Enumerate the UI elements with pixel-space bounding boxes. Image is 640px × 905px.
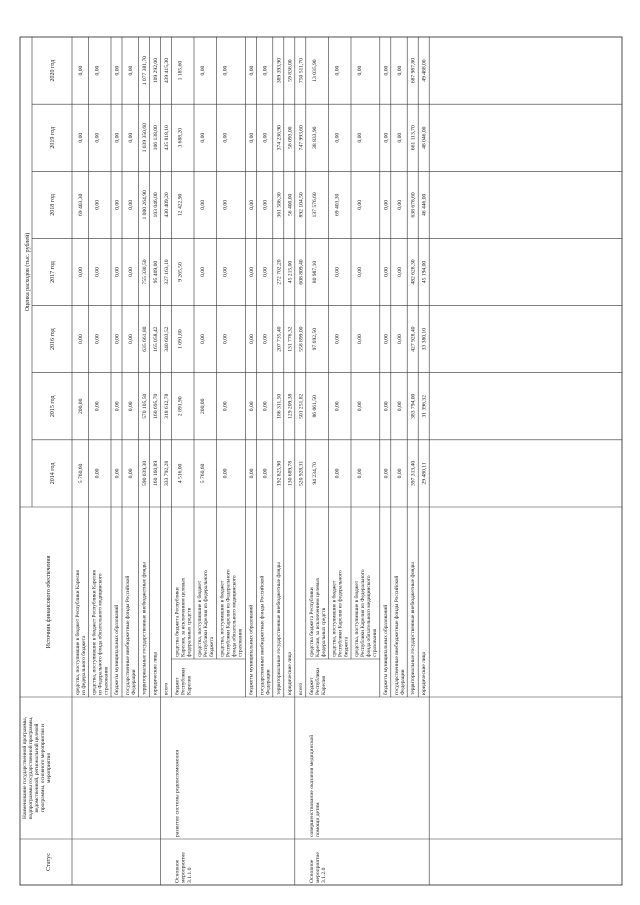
value-cell: 0,00	[262, 468, 269, 479]
value-cell: 0,00	[357, 334, 363, 345]
value-cell: 0,00	[334, 468, 341, 479]
value-cell: 0,00	[114, 267, 121, 277]
value-cell: 0,00	[128, 199, 134, 210]
value-cell: 131 776,32	[287, 326, 294, 352]
source-label: средства бюджета РеспубликиКарелия, за исключением целевыхфедеральных средств	[174, 577, 193, 657]
value-cell: 2 891,90	[177, 396, 184, 417]
value-cell: 0,00	[396, 401, 403, 412]
value-cell: 1 000 264,90	[141, 190, 148, 220]
value-cell: 0,00	[396, 267, 403, 277]
source-label: государственные внебюджетные фонды РоссийскойФедерации	[393, 575, 406, 695]
value-cell: 165 058,42	[152, 326, 159, 352]
measure-name: совершенствование оказания медицинскойпомощи детям	[308, 734, 321, 837]
value-cell: 0,00	[114, 401, 121, 412]
value-cell: 0,00	[78, 267, 84, 277]
value-cell: 430 409,20	[163, 192, 170, 218]
value-cell: 0,00	[334, 132, 341, 143]
value-cell: 1 091,80	[177, 329, 184, 349]
source-label: территориальные государственные внебюджетные фонды	[141, 562, 148, 695]
value-cell: 200,00	[78, 398, 84, 414]
value-cell: 0,00	[383, 199, 390, 210]
value-cell: 0,00	[383, 267, 390, 277]
value-cell: 0,00	[114, 132, 121, 143]
value-cell: 0,00	[396, 132, 403, 143]
value-cell: 608 809,40	[298, 259, 305, 285]
value-cell: 755 330,50	[141, 259, 148, 285]
value-cell: 0,00	[334, 267, 341, 277]
value-cell: 0,00	[200, 334, 206, 345]
value-cell: 0,00	[383, 468, 390, 479]
table-border	[20, 37, 622, 885]
value-cell: 0,00	[262, 334, 269, 345]
value-cell: 95 409,00	[152, 260, 159, 284]
value-cell: 33 380,10	[421, 327, 428, 351]
value-cell: 94 234,70	[311, 462, 318, 485]
value-cell: 0,00	[262, 267, 269, 277]
value-cell: 106 138,00	[152, 125, 159, 151]
header-year: 2020 год	[50, 59, 56, 82]
value-cell: 160 695,70	[152, 393, 159, 419]
value-cell: 0,00	[248, 199, 255, 210]
value-cell: 558 899,00	[298, 326, 305, 352]
value-cell: 0,00	[200, 199, 206, 210]
value-cell: 4 516,00	[177, 463, 184, 484]
value-cell: 5 760,60	[200, 463, 206, 484]
value-cell: 327 163,10	[163, 259, 170, 285]
value-cell: 0,00	[78, 65, 84, 76]
source-label: средства, поступившие в бюджетРеспублики Карелия из федеральногобюджета	[331, 570, 350, 657]
value-cell: 0,00	[334, 334, 341, 345]
value-cell: 109 292,00	[152, 57, 159, 84]
value-cell: 439 415,30	[163, 57, 170, 84]
value-cell: 383 794,00	[410, 393, 417, 419]
value-cell: 0,00	[357, 132, 363, 143]
value-cell: 590 039,30	[141, 460, 148, 487]
value-cell: 186 311,50	[276, 393, 283, 419]
value-cell: 0,00	[222, 334, 229, 345]
value-cell: 0,00	[114, 334, 121, 345]
value-cell: 5 760,60	[78, 463, 84, 484]
source-label: средства, поступившие в бюджет Республики Карелияиз Федерального фонда обязательного медицинскогострахования	[91, 570, 110, 695]
value-cell: 482 628,30	[410, 259, 417, 285]
value-cell: 0,00	[396, 334, 403, 345]
value-cell: 397 313,40	[410, 460, 417, 487]
value-cell: 1 039 350,60	[141, 123, 148, 153]
source-label: средства, поступившие в бюджетРеспублики Карелия из Федеральногофонда обязательного медицинскогострахования	[219, 569, 244, 657]
value-cell: 45 215,00	[287, 260, 294, 284]
value-cell: 0,00	[114, 468, 121, 479]
value-cell: 1 185,60	[177, 60, 184, 81]
header-source: Источник финансового обеспечения	[46, 555, 52, 649]
source-label: средства, поступившие в бюджетРеспублики Карелия из Федеральногофонда обязательного медицинскогострахования	[354, 569, 378, 657]
value-cell: 56 400,00	[287, 193, 294, 217]
source-label: бюджеты муниципальных образований	[382, 604, 389, 695]
value-cell: 0,00	[383, 334, 390, 345]
value-cell: 200,00	[200, 398, 206, 414]
header-estimate: Оценка расходов (тыс. рублей)	[25, 232, 31, 312]
value-cell: 0,00	[248, 401, 255, 412]
value-cell: 0,00	[383, 65, 390, 76]
value-cell: 13 035,90	[311, 59, 318, 82]
value-cell: 635 661,80	[141, 326, 148, 352]
value-cell: 0,00	[94, 267, 101, 277]
value-cell: 0,00	[128, 334, 134, 345]
value-cell: 0,00	[222, 132, 229, 143]
value-cell: 0,00	[78, 334, 84, 345]
value-cell: 0,00	[128, 401, 134, 412]
value-cell: 0,00	[262, 401, 269, 412]
source-group-label: бюджетРеспубликиКарелия	[308, 667, 327, 695]
value-cell: 0,00	[94, 468, 101, 479]
value-cell: 1 077 381,70	[141, 55, 148, 86]
value-cell: 750 511,70	[298, 58, 305, 84]
value-cell: 0,00	[94, 334, 101, 345]
source-label: юридические лица	[286, 652, 293, 695]
value-cell: 272 702,20	[276, 259, 283, 285]
value-cell: 86 061,50	[311, 395, 318, 418]
value-cell: 49 488,00	[421, 59, 428, 82]
header-year: 2018 год	[50, 194, 56, 216]
value-cell: 29 480,11	[421, 462, 428, 485]
value-cell: 340 603,52	[163, 326, 170, 352]
value-cell: 46 446,00	[421, 193, 428, 217]
value-cell: 0,00	[222, 267, 229, 277]
status-label: Основноемероприятие3.1.2.0	[308, 852, 328, 883]
value-cell: 0,00	[357, 65, 363, 76]
value-cell: 0,00	[94, 199, 101, 210]
value-cell: 318 612,78	[163, 393, 170, 419]
value-cell: 69 403,30	[78, 193, 84, 217]
source-label: бюджеты муниципальных образований	[114, 604, 120, 695]
value-cell: 0,00	[334, 401, 341, 412]
source-label: средства, поступившие в бюджет Республики Карелияиз федерального бюджета	[75, 570, 87, 695]
value-cell: 0,00	[383, 132, 390, 143]
header-name: Наименование государственной программы,подпрограммы государственной программы,ведомственной, региональной целевойпрограммы, основного мероприятия имероприятия	[22, 716, 52, 820]
value-cell: 129 209,38	[287, 393, 294, 419]
value-cell: 48 046,00	[421, 126, 428, 149]
value-cell: 0,00	[357, 199, 363, 210]
source-label: государственные внебюджетные фонды РоссийскойФедерации	[259, 575, 272, 695]
value-cell: 0,00	[200, 267, 206, 277]
value-cell: 192 825,90	[276, 460, 283, 487]
value-cell: 0,00	[262, 65, 269, 76]
value-cell: 0,00	[200, 132, 206, 143]
source-label: государственные внебюджетные фонды РоссийскойФедерации	[125, 575, 137, 695]
value-cell: 59 836,00	[287, 59, 294, 82]
value-cell: 31 396,32	[421, 395, 428, 418]
value-cell: 0,00	[222, 199, 229, 210]
value-cell: 687 987,80	[410, 57, 417, 84]
value-cell: 45 194,00	[421, 260, 428, 284]
measure-name: развитие системы родовспоможения	[174, 750, 181, 837]
value-cell: 0,00	[114, 199, 121, 210]
source-group-label: бюджетРеспубликиКарелия	[174, 667, 193, 695]
source-label: территориальные государственные внебюджетные фонды	[410, 562, 417, 695]
value-cell: 3 688,20	[177, 127, 184, 148]
value-cell: 0,00	[396, 468, 403, 479]
value-cell: 0,00	[94, 401, 101, 412]
value-cell: 747 993,60	[298, 125, 305, 151]
value-cell: 0,00	[262, 199, 269, 210]
value-cell: 520 928,31	[298, 460, 305, 487]
value-cell: 0,00	[200, 65, 206, 76]
value-cell: 0,00	[94, 65, 101, 76]
value-cell: 58 093,00	[287, 126, 294, 149]
value-cell: 0,00	[222, 468, 229, 479]
source-label: средства, поступившие в бюджетРеспублики Карелия из федеральногобюджета	[197, 570, 215, 657]
value-cell: 207 735,40	[276, 326, 283, 352]
value-cell: 0,00	[357, 401, 363, 412]
value-cell: 0,00	[78, 132, 84, 143]
source-label: юридические лица	[421, 652, 428, 695]
value-cell: 0,00	[128, 65, 134, 76]
value-cell: 0,00	[357, 468, 363, 479]
value-cell: 0,00	[128, 132, 134, 143]
header-year: 2019 год	[50, 126, 56, 149]
value-cell: 9 265,50	[177, 262, 184, 282]
value-cell: 501 251,82	[298, 393, 305, 419]
value-cell: 427 928,40	[410, 326, 417, 352]
header-status: Статус	[45, 853, 52, 871]
value-cell: 0,00	[94, 132, 101, 143]
value-cell: 0,00	[396, 199, 403, 210]
value-cell: 0,00	[396, 65, 403, 76]
value-cell: 638 678,60	[410, 192, 417, 218]
source-label: бюджеты муниципальных образований	[248, 604, 255, 695]
value-cell: 570 105,50	[141, 393, 148, 419]
value-cell: 80 987,10	[311, 260, 318, 284]
value-cell: 97 692,50	[311, 327, 318, 351]
value-cell: 0,00	[248, 65, 255, 76]
value-cell: 0,00	[248, 132, 255, 143]
value-cell: 0,00	[248, 468, 255, 479]
value-cell: 0,00	[128, 468, 134, 479]
value-cell: 130 689,78	[287, 460, 294, 487]
value-cell: 389 393,90	[276, 57, 283, 84]
funding-table	[20, 37, 622, 885]
value-cell: 0,00	[383, 401, 390, 412]
value-cell: 0,00	[248, 267, 255, 277]
value-cell: 0,00	[357, 267, 363, 277]
value-cell: 0,00	[222, 65, 229, 76]
value-cell: 12 422,90	[177, 193, 184, 217]
value-cell: 137 576,60	[311, 192, 318, 218]
value-cell: 361 586,30	[276, 192, 283, 218]
header-year: 2016 год	[50, 328, 56, 350]
header-year: 2015 год	[50, 395, 56, 418]
header-year: 2017 год	[50, 261, 56, 283]
header-year: 2014 год	[50, 462, 56, 485]
source-label: территориальные государственные внебюджетные фонды	[275, 562, 282, 695]
source-label: всего	[297, 682, 304, 695]
status-label: Основноемероприятие3.1.1.0	[174, 852, 193, 883]
source-label: средства бюджета РеспубликиКарелия, за исключением целевыхфедеральных средств	[308, 577, 327, 657]
value-cell: 374 236,90	[276, 125, 283, 151]
value-cell: 38 833,90	[311, 126, 318, 149]
source-label: юридические лица	[152, 652, 159, 695]
value-cell: 0,00	[128, 267, 134, 277]
value-cell: 160 160,89	[152, 460, 159, 487]
value-cell: 0,00	[248, 334, 255, 345]
value-cell: 103 046,00	[152, 192, 159, 218]
value-cell: 0,00	[222, 401, 229, 412]
value-cell: 0,00	[262, 132, 269, 143]
value-cell: 435 818,10	[163, 125, 170, 151]
value-cell: 0,00	[114, 65, 121, 76]
value-cell: 69 403,30	[334, 193, 341, 217]
source-label: всего	[163, 682, 170, 695]
value-cell: 892 104,50	[298, 192, 305, 218]
value-cell: 661 113,70	[410, 125, 417, 151]
value-cell: 0,00	[334, 65, 341, 76]
value-cell: 333 792,28	[163, 460, 170, 487]
